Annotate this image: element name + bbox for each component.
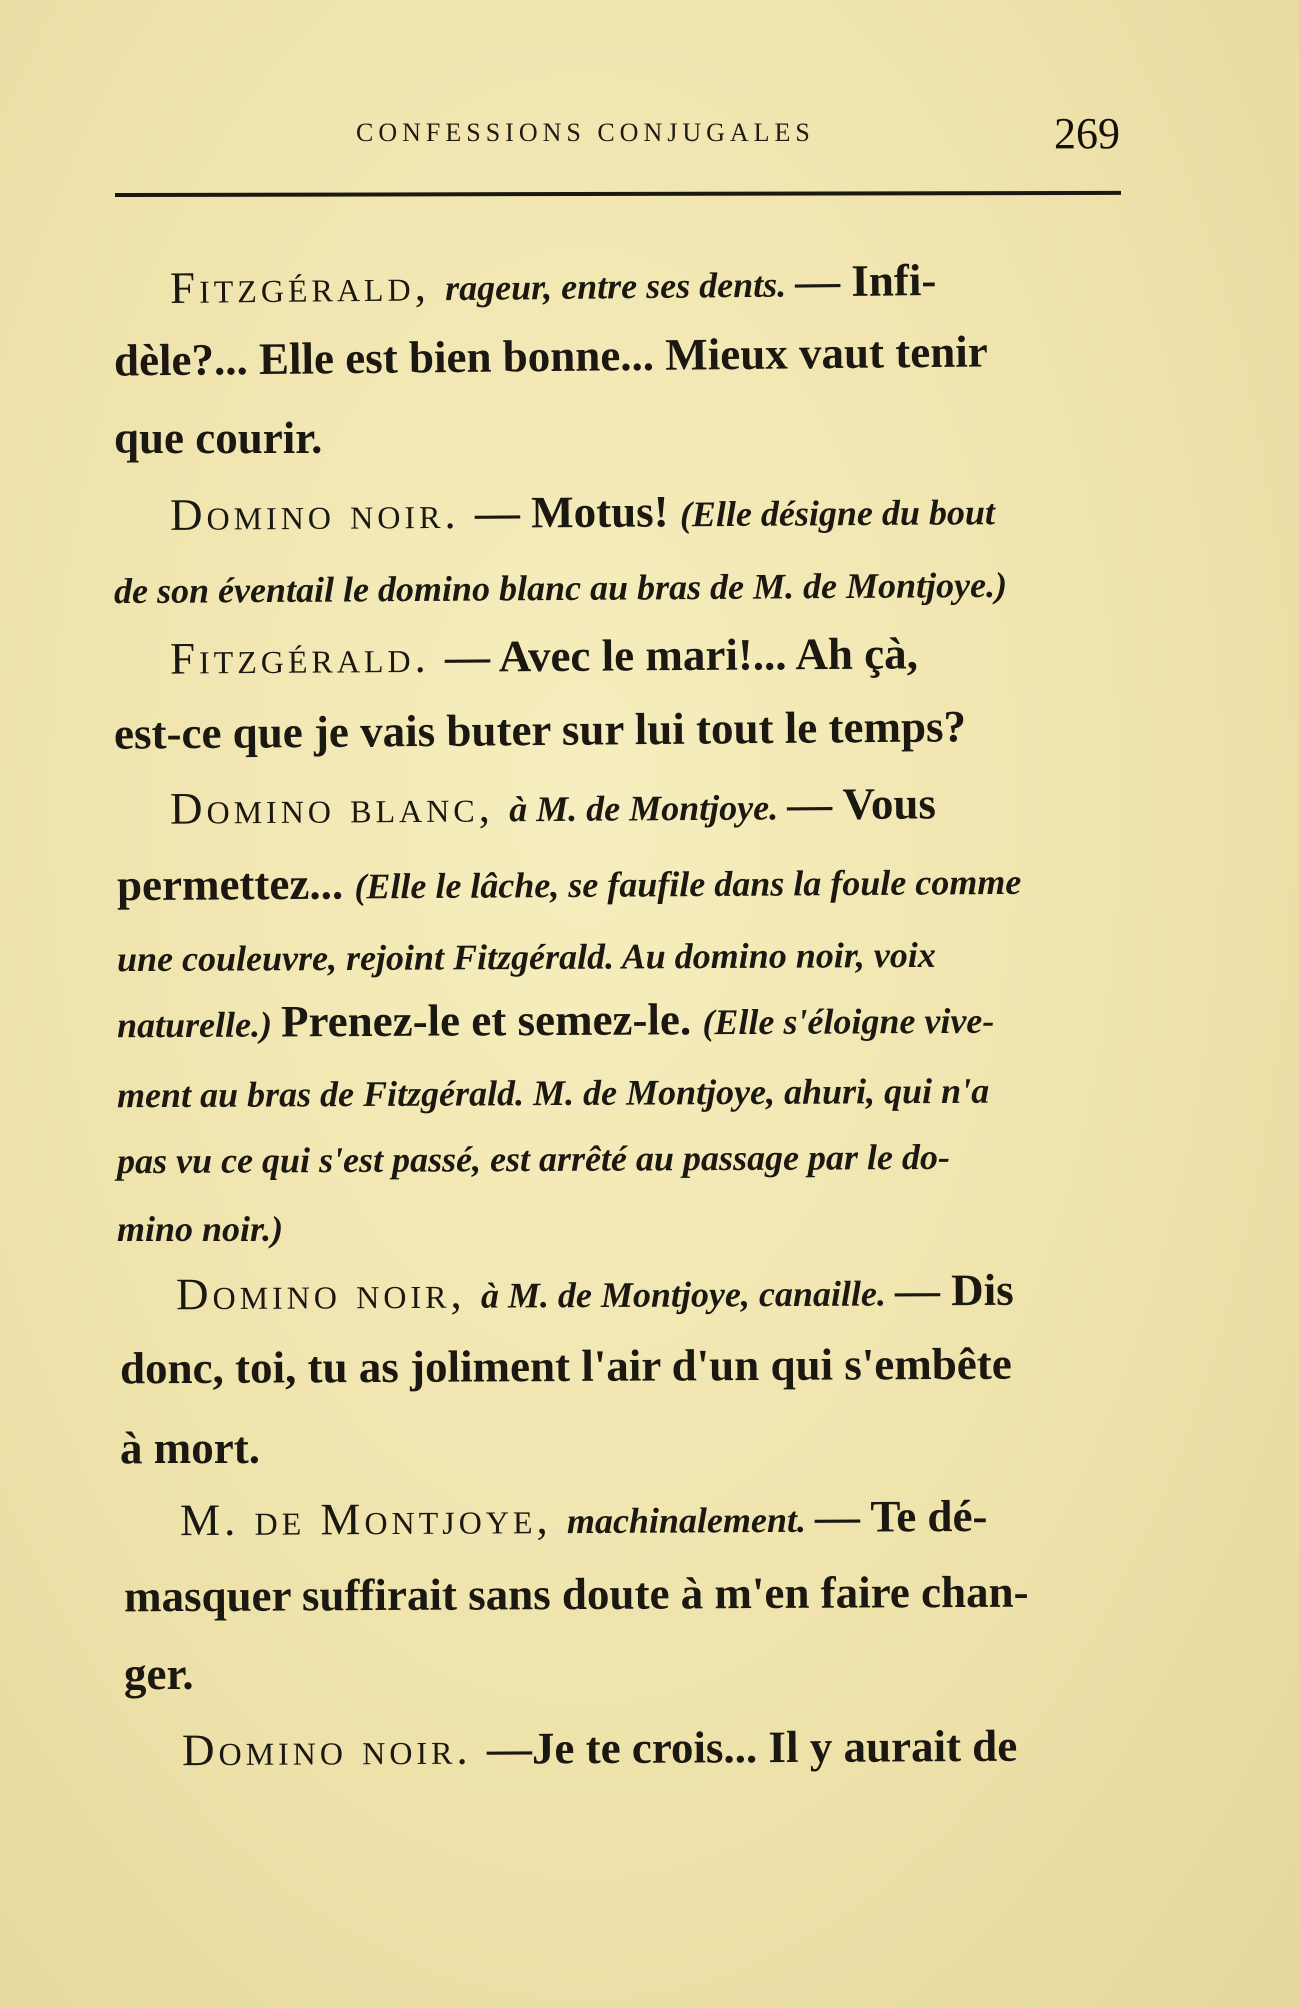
stage-direction: ment au bras de Fitzgérald. M. de Montjoye, ahuri, qui n'a [116, 1070, 990, 1116]
speaker-name: Domino noir. [181, 1723, 488, 1776]
text-line [175, 1264, 1014, 1320]
stage-direction: naturelle.) [116, 1004, 282, 1046]
running-head-title: CONFESSIONS CONJUGALES [356, 118, 815, 147]
text-line [117, 1204, 283, 1249]
dialogue-text: — Dis [894, 1264, 1014, 1316]
dialogue-text: — Te dé- [814, 1490, 988, 1542]
text-line [169, 778, 937, 834]
text-line [120, 1423, 260, 1473]
stage-direction: une couleuvre, rejoint Fitzgérald. Au domino noir, voix [116, 934, 936, 980]
speaker-name: M. de Montjoye, [179, 1493, 568, 1546]
dialogue-text: dèle?... Elle est bien bonne... Mieux vaut tenir [113, 326, 988, 386]
dialogue-text: —Je te crois... Il y aurait de [486, 1720, 1018, 1774]
text-line [117, 996, 995, 1046]
dialogue-text: permettez... [116, 858, 355, 911]
text-line [114, 560, 1007, 611]
speaker-name: Fitzgérald. [169, 631, 446, 684]
dialogue-text: Prenez-le et semez-le. [280, 994, 703, 1047]
stage-direction: à M. de Montjoye. [509, 787, 788, 830]
text-line [179, 1490, 988, 1546]
stage-direction: (Elle le lâche, se faufile dans la foule comme [354, 861, 1022, 907]
stage-direction: (Elle désigne du bout [679, 492, 996, 535]
dialogue-text: à mort. [120, 1423, 260, 1473]
text-line [117, 1132, 950, 1181]
text-line [116, 857, 1022, 911]
text-line [117, 930, 936, 979]
dialogue-text: — Avec le mari!... Ah çà, [444, 628, 919, 682]
text-line [170, 487, 995, 538]
dialogue-text: — Vous [786, 778, 937, 830]
stage-direction: pas vu ce qui s'est passé, est arrêté au passage par le do- [116, 1136, 951, 1182]
text-line [181, 1720, 1018, 1776]
dialogue-text: masquer suffirait sans doute à m'en faire chan- [123, 1566, 1029, 1622]
text-line [124, 1649, 194, 1699]
text-line [169, 628, 919, 684]
speaker-name: Domino blanc, [169, 781, 510, 834]
stage-direction: mino noir.) [117, 1209, 284, 1249]
dialogue-text: — Infi- [794, 254, 937, 307]
stage-direction: de son éventail le domino blanc au bras de M. de Montjoye.) [113, 564, 1008, 612]
text-line [113, 326, 988, 386]
text-line [169, 254, 937, 314]
stage-direction: (Elle s'éloigne vive- [702, 1000, 995, 1043]
speaker-name: Fitzgérald, [169, 260, 446, 314]
text-line [119, 1338, 1012, 1394]
dialogue-text: donc, toi, tu as joliment l'air d'un qui s'embête [119, 1338, 1012, 1394]
page-number: 269 [1054, 109, 1120, 158]
dialogue-text: ger. [124, 1649, 194, 1699]
speaker-name: Domino noir. [169, 487, 476, 540]
stage-direction: machinalement. [566, 1499, 816, 1542]
text-line [113, 701, 967, 759]
dialogue-text: est-ce que je vais buter sur lui tout le temps? [113, 701, 967, 759]
dialogue-text: — Motus! [474, 486, 681, 538]
text-line [123, 1566, 1029, 1622]
text-line [117, 1066, 989, 1116]
text-line [114, 413, 323, 463]
stage-direction: rageur, entre ses dents. [444, 264, 796, 309]
dialogue-text: que courir. [114, 413, 323, 463]
stage-direction: à M. de Montjoye, canaille. [480, 1273, 895, 1316]
speaker-name: Domino noir, [175, 1267, 482, 1320]
